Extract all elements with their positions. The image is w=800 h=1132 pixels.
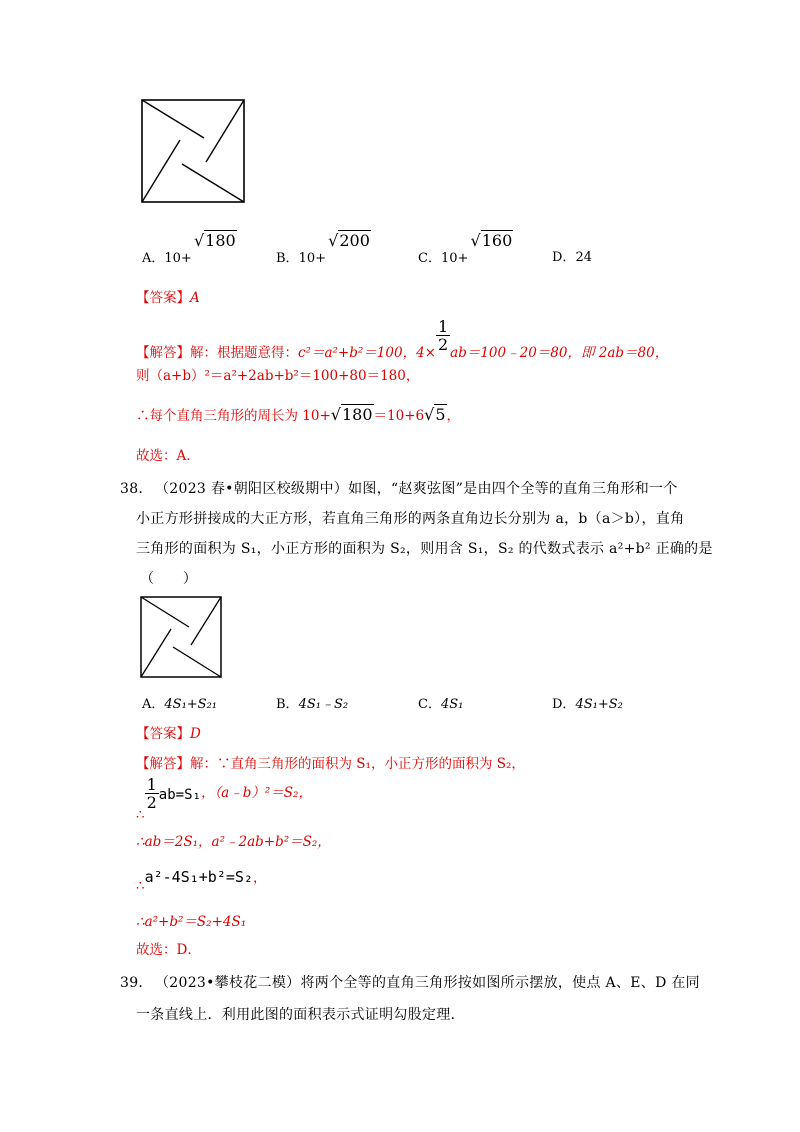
question-stem-line-2: 小正方形拼接成的大正方形，若直角三角形的两条直角边长分别为 a，b（a＞b），直角 — [136, 511, 685, 527]
choice-d: D．24 — [552, 250, 592, 265]
solution-line-4: 故选：A． — [136, 448, 200, 464]
choice-b: B．10+ √200 — [276, 231, 370, 266]
answer-line-q37: 【答案】A — [136, 290, 200, 306]
choice-a: A．4S₁+S₂₁ — [142, 697, 217, 712]
solution-line-3: ∴每个直角三角形的周长为 10+√180＝10+6√5， — [136, 405, 461, 424]
choice-c: C．10+ √160 — [418, 231, 513, 266]
solution-line-5: ∴a²+b²＝S₂+4S₁ — [136, 914, 247, 930]
question-number-39: 39． — [120, 975, 153, 991]
solution-line-1: 【解答】解：根据题意得：c²＝a²+b²＝100，4× $\frac{1}{2}$ ab＝100﹣20＝80，即 2ab＝80， — [136, 317, 669, 361]
solution-line-2: 则（a+b）²＝a²+2ab+b²＝100+80＝180， — [136, 368, 420, 384]
solution-line-6: 故选：D． — [136, 942, 201, 958]
solution-line-4: ∴a²-4S₁+b²=S₂， — [136, 868, 267, 894]
question-stem-line-4: （ ） — [140, 571, 198, 587]
choice-d: D．4S₁+S₂ — [552, 697, 623, 712]
question-stem-line-1: （2023•攀枝花二模）将两个全等的直角三角形按如图所示摆放，使点 A、E、D 在同 — [155, 975, 700, 991]
question-stem-line-2: 一条直线上．利用此图的面积表示式证明勾股定理． — [136, 1007, 465, 1023]
question-number-38: 38． — [120, 481, 153, 497]
answer-line-q38: 【答案】D — [136, 726, 201, 742]
question-stem-line-1: （2023 春•朝阳区校级期中）如图，“赵爽弦图”是由四个全等的直角三角形和一个 — [155, 481, 678, 497]
pinwheel-figure-q37 — [140, 98, 246, 204]
solution-line-2: ∴ $\frac{1}{2}$ ab=S₁，（a﹣b）²＝S₂， — [136, 775, 312, 823]
question-stem-line-3: 三角形的面积为 S₁，小正方形的面积为 S₂，则用含 S₁，S₂ 的代数式表示 a²+b² 正确的是 — [136, 541, 713, 557]
choice-c: C．4S₁ — [418, 697, 464, 712]
choice-a: A．10+ √180 — [142, 231, 236, 266]
solution-line-1: 【解答】解：∵直角三角形的面积为 S₁，小正方形的面积为 S₂， — [136, 756, 525, 772]
choice-b: B．4S₁﹣S₂ — [276, 697, 349, 712]
solution-line-3: ∴ab＝2S₁，a²﹣2ab+b²＝S₂， — [136, 834, 331, 850]
pinwheel-figure-q38 — [139, 595, 223, 679]
